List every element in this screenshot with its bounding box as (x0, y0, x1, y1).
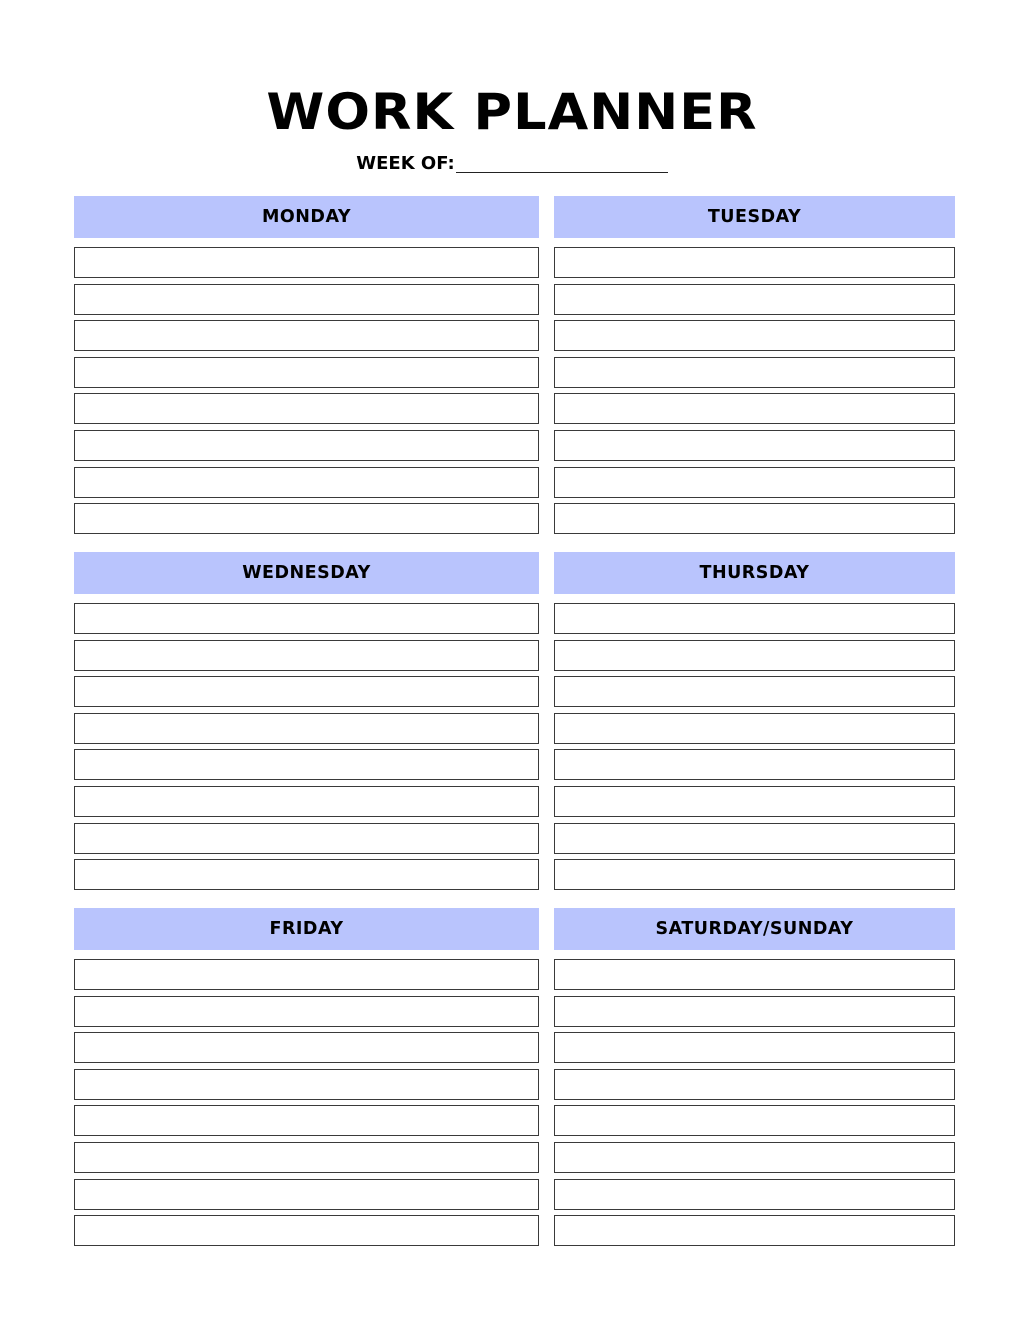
task-row[interactable] (74, 823, 539, 854)
task-row[interactable] (74, 786, 539, 817)
task-row[interactable] (74, 603, 539, 634)
task-row[interactable] (74, 503, 539, 534)
section-header: THURSDAY (554, 552, 955, 594)
task-row[interactable] (554, 1179, 955, 1210)
section-header: FRIDAY (74, 908, 539, 950)
task-row[interactable] (74, 467, 539, 498)
task-row[interactable] (554, 713, 955, 744)
task-row[interactable] (74, 1142, 539, 1173)
task-row[interactable] (74, 640, 539, 671)
task-row[interactable] (554, 676, 955, 707)
task-row[interactable] (554, 959, 955, 990)
task-row[interactable] (74, 320, 539, 351)
section-wednesday (74, 552, 539, 896)
task-row[interactable] (554, 467, 955, 498)
task-row[interactable] (74, 1069, 539, 1100)
task-row[interactable] (554, 640, 955, 671)
task-row[interactable] (554, 1215, 955, 1246)
week-of-label: WEEK OF: (356, 153, 455, 174)
task-list (554, 959, 955, 1246)
section-header: WEDNESDAY (74, 552, 539, 594)
task-row[interactable] (554, 503, 955, 534)
task-row[interactable] (554, 749, 955, 780)
task-row[interactable] (74, 1032, 539, 1063)
task-row[interactable] (74, 393, 539, 424)
task-row[interactable] (554, 859, 955, 890)
page-title: WORK PLANNER (266, 83, 758, 141)
task-row[interactable] (554, 1105, 955, 1136)
section-weekend (554, 908, 955, 1252)
task-row[interactable] (554, 357, 955, 388)
task-row[interactable] (74, 713, 539, 744)
task-row[interactable] (74, 284, 539, 315)
task-row[interactable] (554, 1142, 955, 1173)
task-row[interactable] (74, 749, 539, 780)
task-row[interactable] (554, 603, 955, 634)
section-header: TUESDAY (554, 196, 955, 238)
task-row[interactable] (74, 1105, 539, 1136)
task-row[interactable] (74, 247, 539, 278)
week-of-field[interactable] (456, 156, 668, 173)
task-row[interactable] (554, 247, 955, 278)
section-thursday (554, 552, 955, 896)
task-row[interactable] (554, 996, 955, 1027)
task-list (74, 603, 539, 890)
task-row[interactable] (554, 430, 955, 461)
task-row[interactable] (74, 1215, 539, 1246)
task-row[interactable] (554, 393, 955, 424)
section-monday (74, 196, 539, 540)
task-row[interactable] (74, 996, 539, 1027)
task-list (74, 247, 539, 534)
task-row[interactable] (554, 1069, 955, 1100)
section-header: SATURDAY/SUNDAY (554, 908, 955, 950)
section-friday (74, 908, 539, 1252)
task-row[interactable] (554, 1032, 955, 1063)
task-row[interactable] (554, 320, 955, 351)
task-list (554, 603, 955, 890)
week-of (0, 153, 1024, 175)
section-tuesday (554, 196, 955, 540)
task-row[interactable] (554, 786, 955, 817)
task-list (554, 247, 955, 534)
task-row[interactable] (74, 1179, 539, 1210)
task-row[interactable] (74, 676, 539, 707)
task-row[interactable] (74, 357, 539, 388)
task-list (74, 959, 539, 1246)
task-row[interactable] (554, 823, 955, 854)
task-row[interactable] (554, 284, 955, 315)
task-row[interactable] (74, 959, 539, 990)
section-header: MONDAY (74, 196, 539, 238)
task-row[interactable] (74, 859, 539, 890)
task-row[interactable] (74, 430, 539, 461)
